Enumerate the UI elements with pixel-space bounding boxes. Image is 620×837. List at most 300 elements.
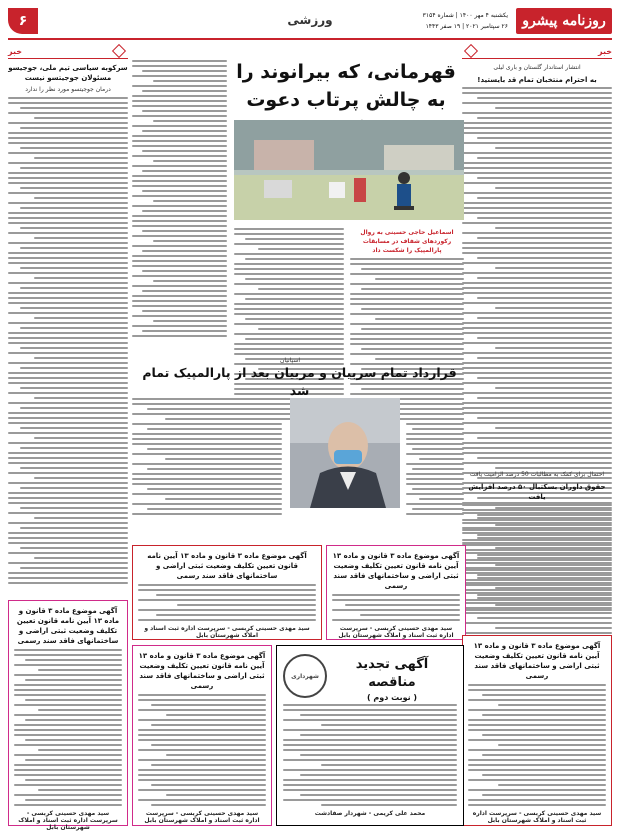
- text-line: [498, 784, 606, 786]
- text-line: [34, 397, 128, 399]
- text-line: [14, 704, 122, 706]
- text-line: [462, 212, 612, 214]
- text-line: [350, 323, 464, 325]
- text-line: [462, 584, 612, 586]
- text-line: [132, 75, 227, 77]
- text-line: [462, 127, 612, 129]
- text-line: [495, 564, 612, 566]
- text-line: [462, 422, 612, 424]
- text-line: [151, 744, 266, 746]
- text-line: [34, 357, 128, 359]
- right-title: به احترام منتخبان تمام قد بایستید!: [477, 76, 597, 84]
- text-line: [20, 147, 128, 149]
- text-line: [495, 307, 612, 309]
- text-line: [495, 267, 612, 269]
- text-line: [20, 347, 128, 349]
- page-number: ۶: [8, 8, 38, 34]
- text-line: [142, 250, 228, 252]
- text-line: [468, 729, 606, 731]
- text-line: [462, 352, 612, 354]
- text-line: [25, 679, 122, 681]
- text-line: [462, 302, 612, 304]
- text-line: [34, 117, 128, 119]
- left-middle-body: [132, 60, 227, 337]
- text-line: [38, 789, 122, 791]
- text-line: [245, 338, 344, 340]
- diamond-icon: [464, 44, 478, 58]
- text-line: [462, 152, 612, 154]
- text-line: [14, 674, 122, 676]
- text-line: [462, 362, 612, 364]
- text-line: [8, 202, 128, 204]
- text-line: [142, 190, 228, 192]
- text-line: [332, 599, 460, 601]
- tender-body: [283, 704, 457, 806]
- text-line: [477, 337, 612, 339]
- text-line: [462, 92, 612, 94]
- text-line: [132, 503, 282, 505]
- text-line: [234, 233, 344, 235]
- text-line: [283, 729, 457, 731]
- right-lower-body: [462, 504, 612, 611]
- text-line: [132, 335, 227, 337]
- text-line: [142, 330, 228, 332]
- text-line: [462, 232, 612, 234]
- text-line: [234, 228, 344, 230]
- text-line: [14, 754, 122, 756]
- masthead-rule: [8, 38, 612, 40]
- text-line: [468, 749, 606, 751]
- text-line: [25, 719, 122, 721]
- text-line: [20, 127, 128, 129]
- text-line: [132, 433, 282, 435]
- text-line: [132, 255, 227, 257]
- text-line: [477, 357, 612, 359]
- text-line: [412, 408, 464, 410]
- text-line: [8, 452, 128, 454]
- text-line: [138, 779, 266, 781]
- text-line: [138, 769, 266, 771]
- text-line: [234, 283, 344, 285]
- text-line: [8, 442, 128, 444]
- text-line: [283, 709, 457, 711]
- text-line: [462, 272, 612, 274]
- text-line: [132, 463, 282, 465]
- text-line: [498, 744, 606, 746]
- text-line: [234, 323, 344, 325]
- text-line: [477, 594, 612, 596]
- text-line: [14, 764, 122, 766]
- right-column-head: خبر: [462, 44, 612, 59]
- text-line: [332, 594, 460, 596]
- text-line: [20, 167, 128, 169]
- text-line: [477, 177, 612, 179]
- text-line: [8, 322, 128, 324]
- text-line: [462, 292, 612, 294]
- text-line: [156, 594, 316, 596]
- text-line: [462, 162, 612, 164]
- text-line: [477, 397, 612, 399]
- text-line: [138, 709, 266, 711]
- text-line: [283, 744, 457, 746]
- text-line: [300, 734, 457, 736]
- text-line: [14, 649, 122, 651]
- text-line: [477, 217, 612, 219]
- text-line: [477, 157, 612, 159]
- text-line: [412, 468, 464, 470]
- text-line: [462, 509, 612, 511]
- text-line: [132, 95, 227, 97]
- text-line: [462, 382, 612, 384]
- text-line: [462, 569, 612, 571]
- text-line: [468, 699, 606, 701]
- text-line: [462, 632, 612, 634]
- text-line: [283, 769, 457, 771]
- mid-story-headline: قرارداد تمام سربیان و مربیان بعد از پارالمپیک تمام شد: [142, 365, 457, 398]
- text-line: [419, 418, 464, 420]
- mid-story-text-right: [406, 398, 464, 538]
- text-line: [462, 102, 612, 104]
- text-line: [350, 263, 464, 265]
- text-line: [350, 273, 464, 275]
- text-line: [132, 60, 227, 62]
- text-line: [132, 453, 282, 455]
- text-line: [14, 714, 122, 716]
- text-line: [462, 442, 612, 444]
- text-line: [34, 317, 128, 319]
- text-line: [482, 794, 606, 796]
- text-line: [151, 784, 266, 786]
- text-line: [132, 493, 282, 495]
- text-line: [375, 358, 464, 360]
- text-line: [132, 100, 227, 102]
- text-line: [14, 794, 122, 796]
- text-line: [142, 90, 228, 92]
- text-line: [350, 293, 464, 295]
- text-line: [350, 338, 464, 340]
- text-line: [156, 614, 316, 616]
- text-line: [406, 453, 464, 455]
- text-line: [412, 508, 464, 510]
- text-line: [132, 478, 282, 480]
- text-line: [132, 403, 282, 405]
- text-line: [8, 182, 128, 184]
- text-line: [462, 87, 612, 89]
- text-line: [138, 774, 266, 776]
- text-line: [234, 253, 344, 255]
- left-column-head: خبر: [8, 44, 128, 59]
- text-line: [147, 428, 282, 430]
- text-line: [462, 322, 612, 324]
- text-line: [132, 140, 227, 142]
- text-line: [8, 292, 128, 294]
- text-line: [20, 307, 128, 309]
- tender-title: آگهی تجدید مناقصه: [355, 657, 429, 690]
- text-line: [20, 247, 128, 249]
- text-line: [495, 187, 612, 189]
- text-line: [8, 192, 128, 194]
- text-line: [153, 280, 227, 282]
- stadium-image: [234, 120, 464, 220]
- text-line: [332, 619, 460, 621]
- text-line: [132, 265, 227, 267]
- text-line: [406, 463, 464, 465]
- text-line: [132, 135, 227, 137]
- text-line: [468, 769, 606, 771]
- text-line: [477, 117, 612, 119]
- text-line: [8, 252, 128, 254]
- text-line: [147, 468, 282, 470]
- text-line: [132, 513, 282, 515]
- text-line: [406, 493, 464, 495]
- text-line: [142, 170, 228, 172]
- text-line: [147, 488, 282, 490]
- text-line: [20, 287, 128, 289]
- text-line: [482, 774, 606, 776]
- text-line: [25, 659, 122, 661]
- text-line: [419, 458, 464, 460]
- text-line: [20, 367, 128, 369]
- text-line: [132, 398, 282, 400]
- text-line: [166, 794, 266, 796]
- text-line: [234, 273, 344, 275]
- text-line: [412, 448, 464, 450]
- text-line: [8, 482, 128, 484]
- text-line: [20, 507, 128, 509]
- text-line: [8, 502, 128, 504]
- text-line: [14, 744, 122, 746]
- text-line: [258, 288, 344, 290]
- official-photo: [290, 398, 400, 508]
- text-line: [34, 477, 128, 479]
- text-line: [468, 759, 606, 761]
- text-line: [462, 559, 612, 561]
- text-line: [462, 207, 612, 209]
- text-line: [468, 789, 606, 791]
- left-title: سرکوبه سیاسی تیم ملی، جوجیسو مسئولان جوجیتسو نیست: [8, 64, 128, 82]
- text-line: [20, 447, 128, 449]
- left-body: [8, 97, 128, 584]
- text-line: [25, 739, 122, 741]
- text-line: [8, 537, 128, 539]
- text-line: [462, 544, 612, 546]
- text-line: [142, 150, 228, 152]
- text-line: [132, 305, 227, 307]
- text-line: [350, 283, 464, 285]
- text-line: [25, 759, 122, 761]
- text-line: [132, 438, 282, 440]
- text-line: [350, 313, 464, 315]
- text-line: [283, 759, 457, 761]
- text-line: [8, 422, 128, 424]
- text-line: [153, 240, 227, 242]
- text-line: [147, 508, 282, 510]
- text-line: [468, 764, 606, 766]
- text-line: [245, 258, 344, 260]
- text-line: [234, 313, 344, 315]
- text-line: [8, 512, 128, 514]
- text-line: [14, 729, 122, 731]
- text-line: [153, 80, 227, 82]
- text-line: [300, 714, 457, 716]
- text-line: [462, 549, 612, 551]
- text-line: [132, 115, 227, 117]
- text-line: [142, 310, 228, 312]
- mid-body-right: [406, 398, 464, 515]
- text-line: [20, 567, 128, 569]
- text-line: [20, 427, 128, 429]
- text-line: [462, 407, 612, 409]
- text-line: [132, 413, 282, 415]
- text-line: [132, 175, 227, 177]
- text-line: [147, 408, 282, 410]
- text-line: [153, 200, 227, 202]
- text-line: [321, 724, 457, 726]
- text-line: [8, 282, 128, 284]
- text-line: [477, 417, 612, 419]
- text-line: [482, 714, 606, 716]
- text-line: [477, 377, 612, 379]
- text-line: [8, 372, 128, 374]
- text-line: [138, 599, 316, 601]
- text-line: [477, 197, 612, 199]
- text-line: [8, 112, 128, 114]
- text-line: [468, 709, 606, 711]
- text-line: [477, 534, 612, 536]
- text-line: [34, 277, 128, 279]
- text-line: [8, 577, 128, 579]
- text-line: [132, 180, 227, 182]
- text-line: [14, 784, 122, 786]
- text-line: [350, 353, 464, 355]
- text-line: [283, 784, 457, 786]
- text-line: [406, 478, 464, 480]
- text-line: [234, 343, 344, 345]
- text-line: [406, 438, 464, 440]
- text-line: [138, 759, 266, 761]
- text-line: [462, 402, 612, 404]
- text-line: [8, 132, 128, 134]
- text-line: [477, 457, 612, 459]
- text-line: [8, 352, 128, 354]
- text-line: [132, 65, 227, 67]
- legal-notice-4: آگهی موضوع ماده ۳ قانون و ماده ۱۳ آیین نامه قانون تعیین تکلیف وضعیت ثبتی اراضی و ساختمانهای فاقد سند رسمی سید مهدی حسینی کربسی - سرپرست اداره ثبت اسناد و املاک شهرستان بابل: [132, 645, 272, 826]
- text-line: [34, 517, 128, 519]
- text-line: [132, 225, 227, 227]
- text-line: [406, 473, 464, 475]
- text-line: [462, 519, 612, 521]
- text-line: [142, 70, 228, 72]
- text-line: [462, 262, 612, 264]
- text-line: [462, 589, 612, 591]
- text-line: [462, 247, 612, 249]
- text-line: [8, 382, 128, 384]
- text-line: [20, 187, 128, 189]
- text-line: [234, 293, 344, 295]
- text-line: [283, 704, 457, 706]
- text-line: [406, 398, 464, 400]
- text-line: [25, 699, 122, 701]
- text-line: [8, 562, 128, 564]
- text-line: [345, 604, 460, 606]
- text-line: [406, 433, 464, 435]
- text-line: [166, 714, 266, 716]
- text-line: [38, 709, 122, 711]
- text-line: [462, 242, 612, 244]
- text-line: [462, 112, 612, 114]
- text-line: [468, 799, 606, 801]
- text-line: [14, 694, 122, 696]
- mid-story-kicker: اسپانیان: [279, 357, 301, 364]
- text-line: [34, 157, 128, 159]
- text-line: [462, 609, 612, 611]
- text-line: [468, 689, 606, 691]
- text-line: [350, 343, 464, 345]
- text-line: [20, 387, 128, 389]
- text-line: [495, 524, 612, 526]
- masthead: [8, 8, 612, 34]
- text-line: [8, 337, 128, 339]
- text-line: [360, 614, 460, 616]
- text-line: [462, 432, 612, 434]
- text-line: [142, 290, 228, 292]
- text-line: [245, 278, 344, 280]
- text-line: [477, 257, 612, 259]
- text-line: [477, 277, 612, 279]
- text-line: [20, 407, 128, 409]
- legal-notice-1: آگهی موضوع ماده ۳ قانون و ماده ۱۳ آیین نامه قانون تعیین تکلیف وضعیت ثبتی اراضی و ساختمانهای فاقد سند رسمی سید مهدی حسینی کربسی - سرپرست اداره ثبت اسناد و املاک شهرستان بابل: [132, 545, 322, 640]
- text-line: [132, 85, 227, 87]
- text-line: [468, 739, 606, 741]
- text-line: [462, 367, 612, 369]
- right-lower-story: [462, 470, 612, 630]
- text-line: [132, 473, 282, 475]
- text-line: [132, 325, 227, 327]
- text-line: [234, 333, 344, 335]
- text-line: [20, 547, 128, 549]
- text-line: [462, 462, 612, 464]
- text-line: [462, 172, 612, 174]
- text-line: [20, 207, 128, 209]
- text-line: [132, 145, 227, 147]
- text-line: [177, 604, 316, 606]
- text-line: [462, 372, 612, 374]
- text-line: [8, 492, 128, 494]
- text-line: [8, 472, 128, 474]
- text-line: [498, 704, 606, 706]
- text-line: [8, 232, 128, 234]
- text-line: [462, 579, 612, 581]
- tender-subtitle: ( نوبت دوم ): [366, 693, 418, 702]
- text-line: [321, 804, 457, 806]
- text-line: [132, 275, 227, 277]
- mid-body-left: [132, 398, 282, 515]
- text-line: [8, 522, 128, 524]
- text-line: [142, 130, 228, 132]
- text-line: [38, 749, 122, 751]
- text-line: [132, 483, 282, 485]
- text-line: [482, 734, 606, 736]
- text-line: [165, 498, 282, 500]
- text-line: [234, 353, 344, 355]
- text-line: [8, 462, 128, 464]
- text-line: [8, 137, 128, 139]
- text-line: [14, 654, 122, 656]
- text-line: [14, 684, 122, 686]
- text-line: [234, 308, 344, 310]
- text-line: [462, 142, 612, 144]
- text-line: [166, 754, 266, 756]
